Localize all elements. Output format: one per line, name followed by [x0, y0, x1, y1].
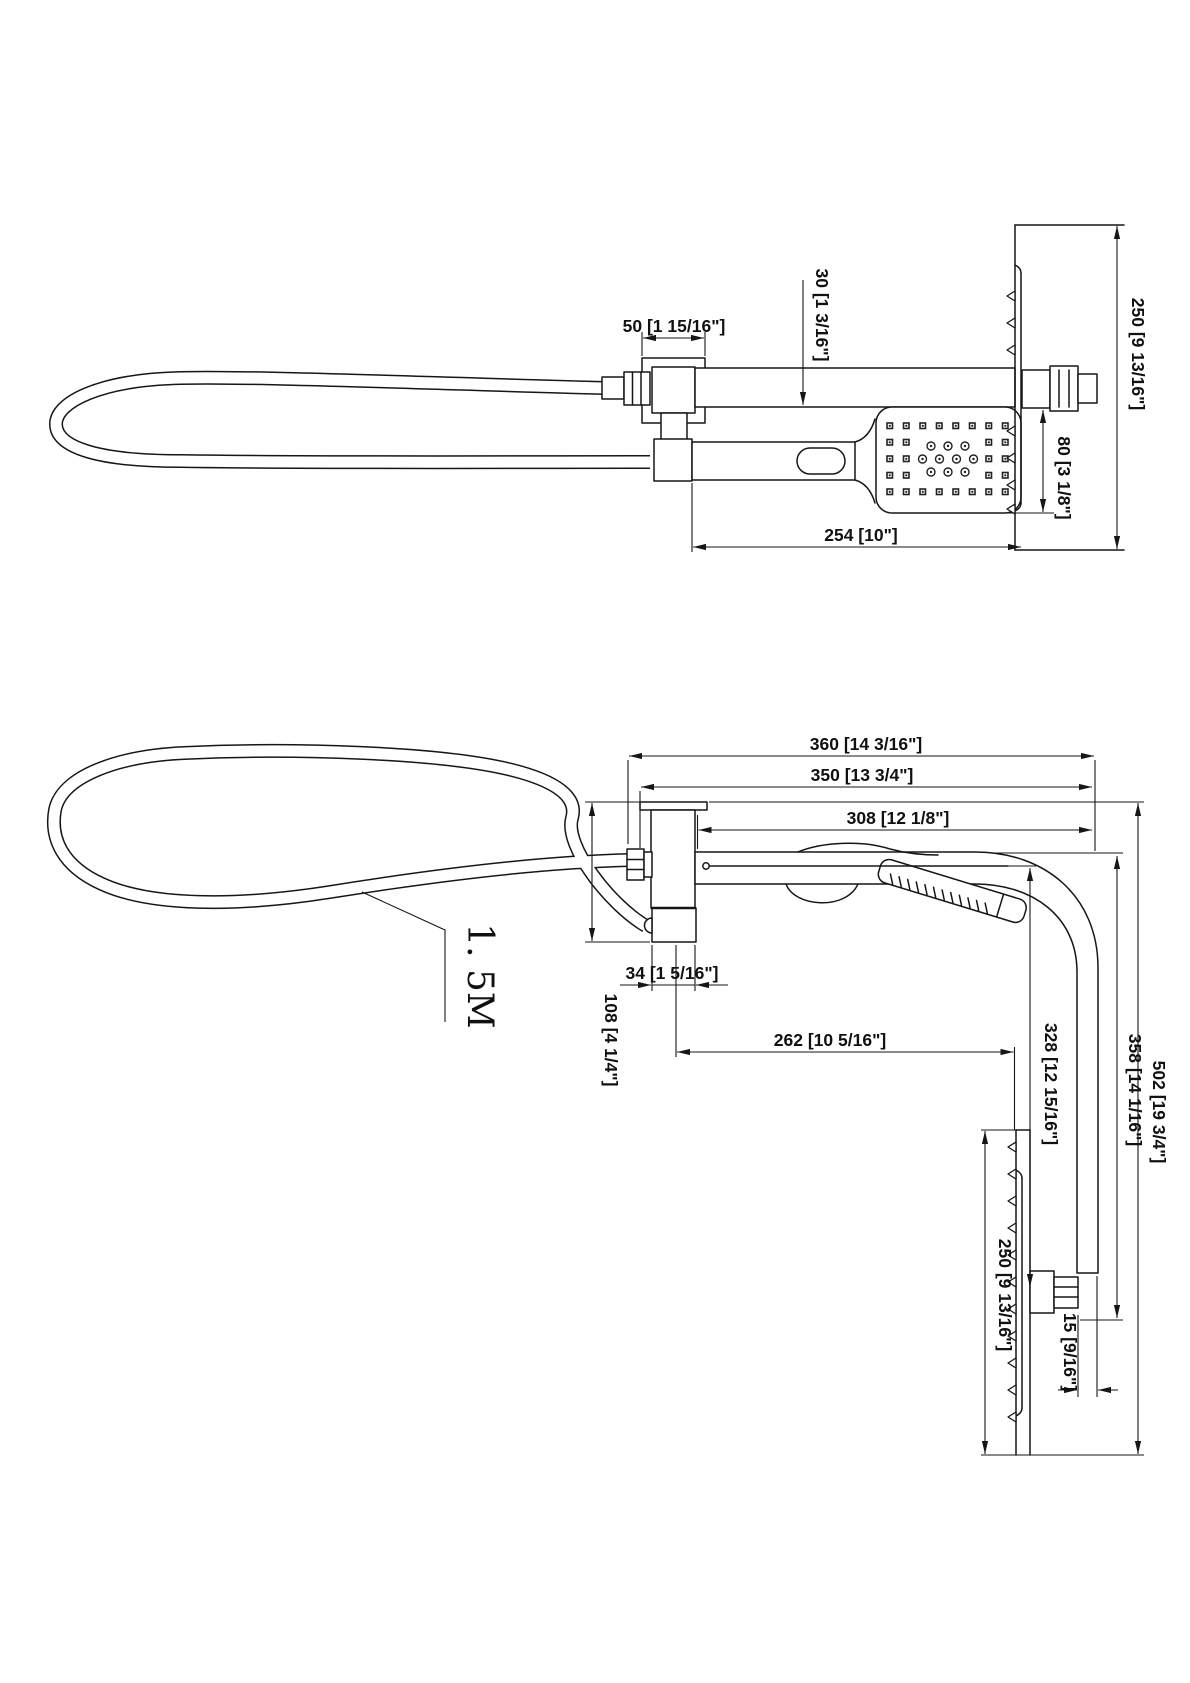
dim-drop-to-inlet-328 — [1002, 866, 1061, 1287]
dim-bracket-width-50 — [623, 316, 726, 356]
dim-label-308: 308 [12 1/8"] — [846, 808, 950, 828]
top-view-wall-bracket — [602, 358, 705, 440]
side-view-arm — [695, 843, 1098, 1273]
hose-length-callout — [362, 892, 500, 1029]
dim-label-262: 262 [10 5/16"] — [773, 1030, 887, 1050]
hand-shower-face — [876, 407, 1021, 513]
dim-label-350: 350 [13 3/4"] — [810, 765, 914, 785]
dim-label-15: 15 [9/16"] — [1060, 1312, 1080, 1392]
dim-wall-to-panel-262 — [676, 945, 1015, 1130]
dim-label-254: 254 [10"] — [824, 525, 898, 545]
top-view — [56, 225, 1148, 552]
dim-label-34: 34 [1 5/16"] — [625, 963, 719, 983]
dim-label-502: 502 [19 3/4"] — [1149, 1060, 1169, 1164]
top-view-support-arm — [695, 368, 1015, 407]
dim-depth-to-bracket-350 — [640, 765, 1092, 848]
hand-shower-button — [797, 448, 845, 474]
dim-label-360: 360 [14 3/16"] — [809, 734, 923, 754]
hose-length-label: 1. 5M — [459, 923, 500, 1029]
side-view-hose — [54, 751, 646, 926]
dim-label-30: 30 [1 3/16"] — [812, 268, 832, 362]
dim-label-108: 108 [4 1/4"] — [601, 993, 621, 1087]
dim-arm-length-308 — [698, 808, 1093, 849]
side-view — [54, 734, 1169, 1455]
dim-label-80: 80 [3 1/8"] — [1054, 436, 1074, 520]
side-view-rain-panel — [1008, 1130, 1078, 1455]
dim-bracket-width-34 — [620, 945, 728, 991]
dim-label-328: 328 [12 15/16"] — [1041, 1022, 1061, 1146]
dim-label-250-side: 250 [9 13/16"] — [995, 1238, 1015, 1352]
dim-panel-width-250-top — [1117, 226, 1148, 549]
dim-label-250-top: 250 [9 13/16"] — [1128, 297, 1148, 411]
dim-panel-height-250 — [981, 1130, 1016, 1454]
dim-label-50: 50 [1 15/16"] — [622, 316, 726, 336]
top-view-hose — [56, 378, 650, 463]
dim-label-358: 358 [14 1/16"] — [1125, 1033, 1145, 1147]
top-view-hand-shower — [654, 407, 1021, 513]
